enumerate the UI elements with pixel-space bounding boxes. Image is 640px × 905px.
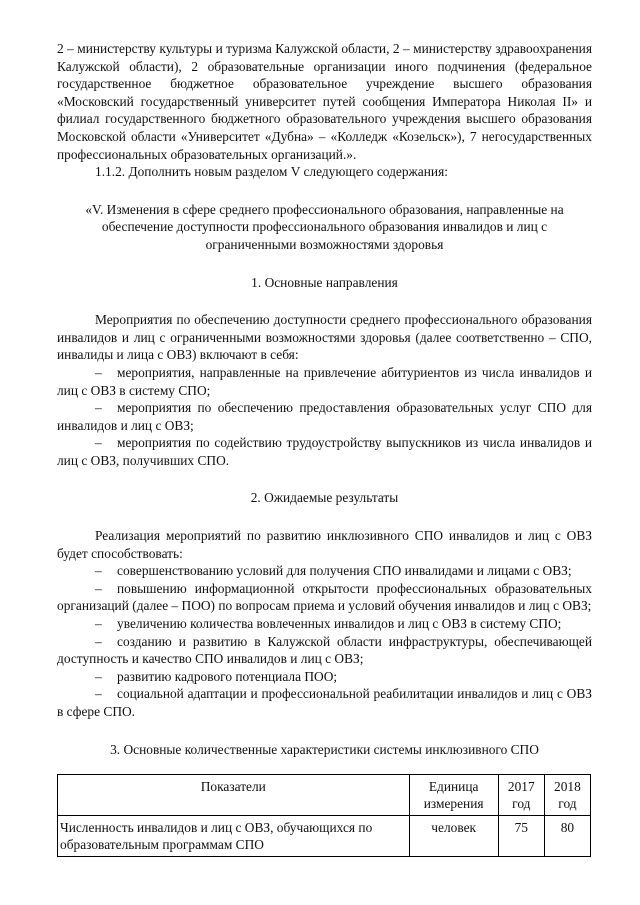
heading-quant-characteristics: 3. Основные количественные характеристики системы инклюзивного СПО xyxy=(110,741,539,757)
heading-expected-results: 2. Ожидаемые результаты xyxy=(250,490,399,506)
section-title: «V. Изменения в сфере среднего профессионального образования, направленные на обеспечение доступности профессионального образования инвалидов и лиц с ограниченными возможностями здоровья xyxy=(85,201,564,252)
dash-mark: – xyxy=(95,400,102,416)
cell-indicator-name: Численность инвалидов и лиц с ОВЗ, обучающихся по образовательным программам СПО xyxy=(58,816,410,857)
dash-mark: – xyxy=(95,563,102,579)
s1-item: – мероприятия по содействию трудоустройству выпускников из числа инвалидов и лиц с ОВЗ, получивших СПО. xyxy=(57,435,592,468)
s2-item: – развитию кадрового потенциала ПОО; xyxy=(95,668,338,684)
col-header-indicator: Показатели xyxy=(58,775,410,816)
s2-item: – повышению информационной открытости профессиональных образовательных организаций (далее – ПОО) по вопросам приема и условий обучения инвалидов и лиц с ОВЗ; xyxy=(57,580,592,614)
s2-item: – увеличению количества вовлеченных инвалидов и лиц с ОВЗ в систему СПО; xyxy=(95,616,562,632)
col-header-2017: 2017 год xyxy=(498,775,544,816)
cell-unit: человек xyxy=(409,816,498,857)
dash-mark: – xyxy=(95,616,102,632)
cell-value-2017: 75 xyxy=(498,816,544,857)
intro-paragraph: 2 – министерству культуры и туризма Калужской области, 2 – министерству здравоохранения Калужской области), 2 образовательные организации иного подчинения (федеральное государственное бюджетное образовательное учреждение высшего образования «Московский государственный университет путей сообщения Императора Николая II» и филиал государственного бюджетного образовательного учреждения высшего образования Московской области «Университет «Дубна» – «Колледж «Козельск»), 7 негосударственных профессиональных образовательных организаций.». xyxy=(57,41,592,162)
table-header-row xyxy=(58,775,591,816)
dash-mark: – xyxy=(95,435,102,451)
s2-item: – социальной адаптации и профессиональной реабилитации инвалидов и лиц с ОВЗ в сфере СПО. xyxy=(57,686,592,719)
document-page xyxy=(57,40,592,857)
table-row xyxy=(58,816,591,857)
s2-item: – совершенствованию условий для получения СПО инвалидами и лицами с ОВЗ; xyxy=(95,563,572,579)
heading-main-directions: 1. Основные направления xyxy=(251,274,398,290)
col-header-unit: Единица измерения xyxy=(409,775,498,816)
stats-table xyxy=(57,774,591,857)
dash-mark: – xyxy=(95,686,102,702)
s1-item: – мероприятия, направленные на привлечение абитуриентов из числа инвалидов и лиц с ОВЗ в систему СПО; xyxy=(57,364,592,398)
dash-mark: – xyxy=(95,580,102,596)
col-header-2018: 2018 год xyxy=(544,775,590,816)
s2-item: – созданию и развитию в Калужской области инфраструктуры, обеспечивающей доступность и качество СПО инвалидов и лиц с ОВЗ; xyxy=(57,633,592,667)
clause-1-1-2: 1.1.2. Дополнить новым разделом V следующего содержания: xyxy=(95,164,448,180)
s2-lead: Реализация мероприятий по развитию инклюзивного СПО инвалидов и лиц с ОВЗ будет способствовать: xyxy=(57,528,592,561)
dash-mark: – xyxy=(95,364,102,380)
s1-lead: Мероприятия по обеспечению доступности среднего профессионального образования инвалидов и лиц с ограниченными возможностями здоровья (далее соответственно – СПО, инвалиды и лица с ОВЗ) включают в себя: xyxy=(57,312,592,363)
s1-item: – мероприятия по обеспечению предоставления образовательных услуг СПО для инвалидов и лиц с ОВЗ; xyxy=(57,400,592,433)
cell-value-2018: 80 xyxy=(544,816,590,857)
dash-mark: – xyxy=(95,633,102,649)
dash-mark: – xyxy=(95,668,102,684)
